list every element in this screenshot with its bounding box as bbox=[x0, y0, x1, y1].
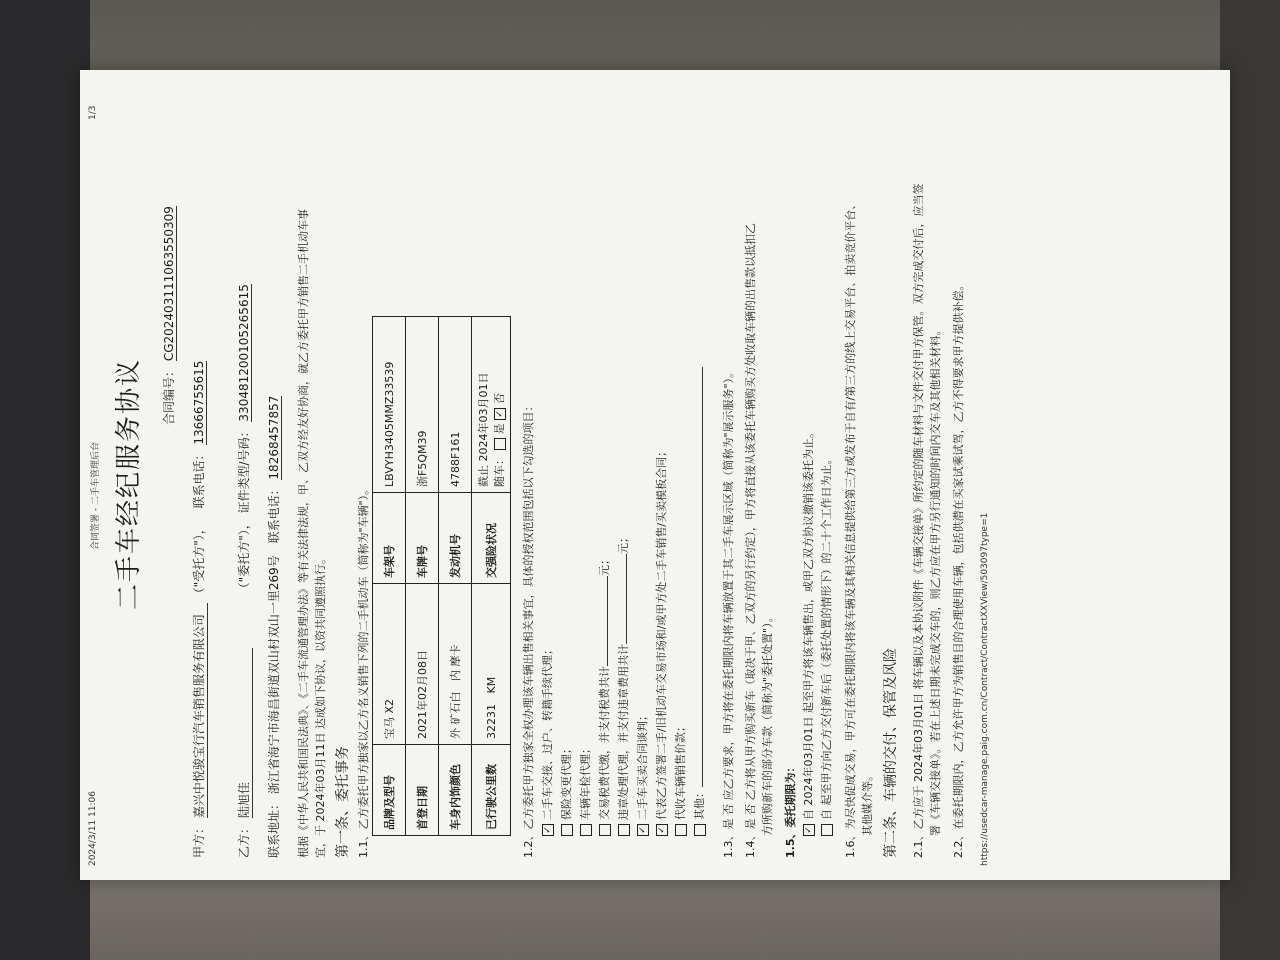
page-title: 二手车经纪服务协议 bbox=[114, 357, 144, 610]
mileage-unit: KM bbox=[484, 676, 498, 694]
option-suffix: 元； bbox=[617, 532, 630, 554]
engine-label: 发动机号 bbox=[439, 493, 472, 584]
address-phone-label: 联系电话： bbox=[267, 483, 281, 544]
vehicle-table bbox=[372, 316, 511, 836]
party-a-role: （"受托方"）， bbox=[192, 522, 206, 600]
term-1-checkbox[interactable]: ✓ bbox=[803, 824, 815, 836]
contract-paper bbox=[80, 70, 1230, 880]
option-text: 交易税费代缴，并支付税费共计 bbox=[598, 666, 611, 820]
page-url: https://usedcar-manage.paig.com.cn/Contract/ContractXXView/503097type=1 bbox=[980, 512, 990, 866]
yes-label: 是 bbox=[493, 423, 506, 435]
color-value bbox=[439, 584, 472, 745]
section-2-heading: 第二条、车辆的交付、保管及风险 bbox=[883, 648, 899, 858]
option-item bbox=[557, 367, 576, 836]
option-checkbox[interactable] bbox=[675, 824, 687, 836]
clause-1-1: 1.1、乙方委托甲方独家以乙方名义销售下列的二手机动车（简称为"车辆"）。 bbox=[357, 483, 370, 858]
checkbox-no[interactable]: ✓ bbox=[494, 408, 506, 420]
frame-label: 车架号 bbox=[373, 493, 406, 584]
option-item bbox=[652, 367, 671, 836]
option-item bbox=[614, 367, 633, 836]
option-text: 代收车辆销售价款； bbox=[674, 721, 687, 820]
brand-value: 宝马 X2 bbox=[373, 584, 406, 745]
insurance-date: 截止 2024年03月01日 bbox=[477, 372, 490, 487]
term-1-text: 自 2024年03月01日 起至甲方将该车辆售出，或甲乙双方协议撤销该委托为止。 bbox=[802, 427, 815, 820]
option-text: 其他： bbox=[693, 787, 706, 820]
monitor-edge bbox=[0, 0, 90, 960]
insurance-value bbox=[472, 317, 511, 493]
option-checkbox[interactable]: ✓ bbox=[637, 824, 649, 836]
mileage-number: 32231 bbox=[484, 704, 498, 739]
page-number: 1/3 bbox=[88, 105, 98, 120]
option-checkbox[interactable] bbox=[599, 824, 611, 836]
frame-value: LBVYH3405MMZ33539 bbox=[373, 317, 406, 493]
print-system: 合同签署 - 二手车管理后台 bbox=[91, 442, 101, 550]
option-item bbox=[576, 367, 595, 836]
option-item bbox=[633, 367, 652, 836]
color-label: 车身内饰颜色 bbox=[439, 745, 472, 836]
reg-date-value: 2021年02月08日 bbox=[406, 584, 439, 745]
option-item bbox=[671, 367, 690, 836]
party-a-phone-label: 联系电话： bbox=[192, 448, 206, 509]
insurance-label: 交强险状况 bbox=[472, 493, 511, 584]
clause-1-5: 1.5、委托期限为： bbox=[784, 761, 797, 858]
address-phone: 18268457857 bbox=[267, 395, 281, 480]
plate-label: 车牌号 bbox=[406, 493, 439, 584]
mileage-value bbox=[472, 584, 511, 745]
color-exterior: 外 矿石白 bbox=[449, 691, 462, 739]
party-b-id-label: 证件类型/号码： bbox=[237, 425, 251, 514]
party-a-name: 嘉兴中悦骏宝行汽车销售服务有限公司 bbox=[190, 603, 208, 818]
no-label: 否 bbox=[493, 393, 506, 404]
contract-page bbox=[80, 70, 1230, 880]
option-checkbox[interactable]: ✓ bbox=[542, 824, 554, 836]
option-text: 二手车买卖合同谈判； bbox=[636, 710, 649, 820]
party-b-label: 乙方： bbox=[237, 821, 251, 858]
brand-label: 品牌及型号 bbox=[373, 745, 406, 836]
party-a-label: 甲方： bbox=[192, 821, 206, 858]
contract-no: CG20240311106355030​9 bbox=[162, 206, 176, 362]
color-interior: 内 摩卡 bbox=[449, 644, 462, 681]
option-checkbox[interactable]: ✓ bbox=[656, 824, 668, 836]
option-text: 二手车交接、过户、转籍手续代理； bbox=[541, 644, 554, 820]
clause-1-4-line-2: 方所购新车的部分车款（简称为"委托处置"）。 bbox=[761, 611, 774, 836]
options-list bbox=[538, 367, 709, 836]
clause-1-6-line-1: 1.6、为尽快促成交易，甲方可在委托期限内将该车辆及其相关信息提供给第三方或发布于自有/第三方的线上交易平台、拍卖竞价平台、 bbox=[844, 198, 857, 858]
option-suffix: 元； bbox=[598, 554, 611, 576]
reg-date-label: 首登日期 bbox=[406, 745, 439, 836]
option-item bbox=[690, 367, 709, 836]
party-b-id: 330481200105265615 bbox=[237, 284, 251, 422]
clause-1-6-line-2: 其他媒介等。 bbox=[861, 770, 874, 836]
option-text: 代表乙方签署二手/旧机动车交易市场和/或甲方处二手车销售/买卖模板合同； bbox=[655, 445, 668, 820]
option-item bbox=[538, 367, 557, 836]
option-checkbox[interactable] bbox=[561, 824, 573, 836]
party-b-role: （"委托方"）， bbox=[237, 517, 251, 595]
term-2-checkbox[interactable] bbox=[821, 824, 833, 836]
contract-no-label: 合同编号： bbox=[162, 364, 176, 425]
preamble-line-1: 根据《中华人民共和国民法典》、《二手车流通管理办法》等有关法律法规，甲、乙双方经友好协商，就乙方委托甲方销售二手机动车事 bbox=[297, 209, 310, 858]
option-text: 车辆年检代理； bbox=[579, 743, 592, 820]
preamble-line-2: 宜，于 2024年03月11日 达成如下协议，以资共同遵照执行。 bbox=[314, 553, 327, 858]
clause-2-1-line-2: 署《车辆交接单》。若在上述日期未完成交车的，则乙方应在甲方另行通知的时间内交车及其他相关材料。 bbox=[929, 324, 942, 836]
party-a-phone: 13666755615 bbox=[192, 360, 206, 445]
clause-1-3: 1.3、是 否 应乙方要求，甲方将在委托期限内将车辆放置于其二手车展示区域（简称为"展示服务"）。 bbox=[722, 366, 735, 858]
option-checkbox[interactable] bbox=[694, 824, 706, 836]
checkbox-yes[interactable] bbox=[494, 439, 506, 451]
clause-2-1-line-1: 2.1、乙方应于 2024年03月01日 将车辆以及本协议附件《车辆交接单》所约定的随车材料与文件交付甲方保管。双方完成交付后，应当签 bbox=[912, 183, 925, 858]
mileage-label: 已行驶公里数 bbox=[472, 745, 511, 836]
clause-1-4-line-1: 1.4、是 否 乙方将从甲方购买新车（取决于甲、乙双方的另行约定），甲方将直接从该委托车辆购买方处收取车辆的出售款以抵扣乙 bbox=[744, 223, 757, 858]
section-1-heading: 第一条、委托事务 bbox=[335, 746, 351, 858]
option-item bbox=[595, 367, 614, 836]
clause-1-2: 1.2、乙方委托甲方独家全权办理该车辆出售相关事宜，具体的授权范围包括以下勾选的项目： bbox=[522, 400, 535, 858]
insurance-follow: 随车： bbox=[493, 454, 506, 487]
option-text: 违章处理代理，并支付违章费用共计 bbox=[617, 644, 630, 820]
address-label: 联系地址： bbox=[267, 797, 281, 858]
option-text: 保险变更代理； bbox=[560, 743, 573, 820]
plate-value: 浙F5QM39 bbox=[406, 317, 439, 493]
address-value: 浙江省海宁市海昌街道双山村双山一里269号 bbox=[267, 555, 281, 795]
engine-value: 4788F161 bbox=[439, 317, 472, 493]
term-2-text: 自 起至甲方向乙方交付新车后（委托处置的情形下）的二十个工作日为止。 bbox=[820, 453, 833, 820]
clause-2-2: 2.2、在委托期限内，乙方允许甲方为销售目的合理使用车辆，包括供潜在买家试乘试驾，乙方不得要求甲方提供补偿。 bbox=[952, 279, 965, 858]
option-checkbox[interactable] bbox=[580, 824, 592, 836]
print-timestamp: 2024/3/11 11:06 bbox=[88, 791, 98, 866]
party-b-name: 陆旭佳 bbox=[235, 648, 253, 818]
option-checkbox[interactable] bbox=[618, 824, 630, 836]
